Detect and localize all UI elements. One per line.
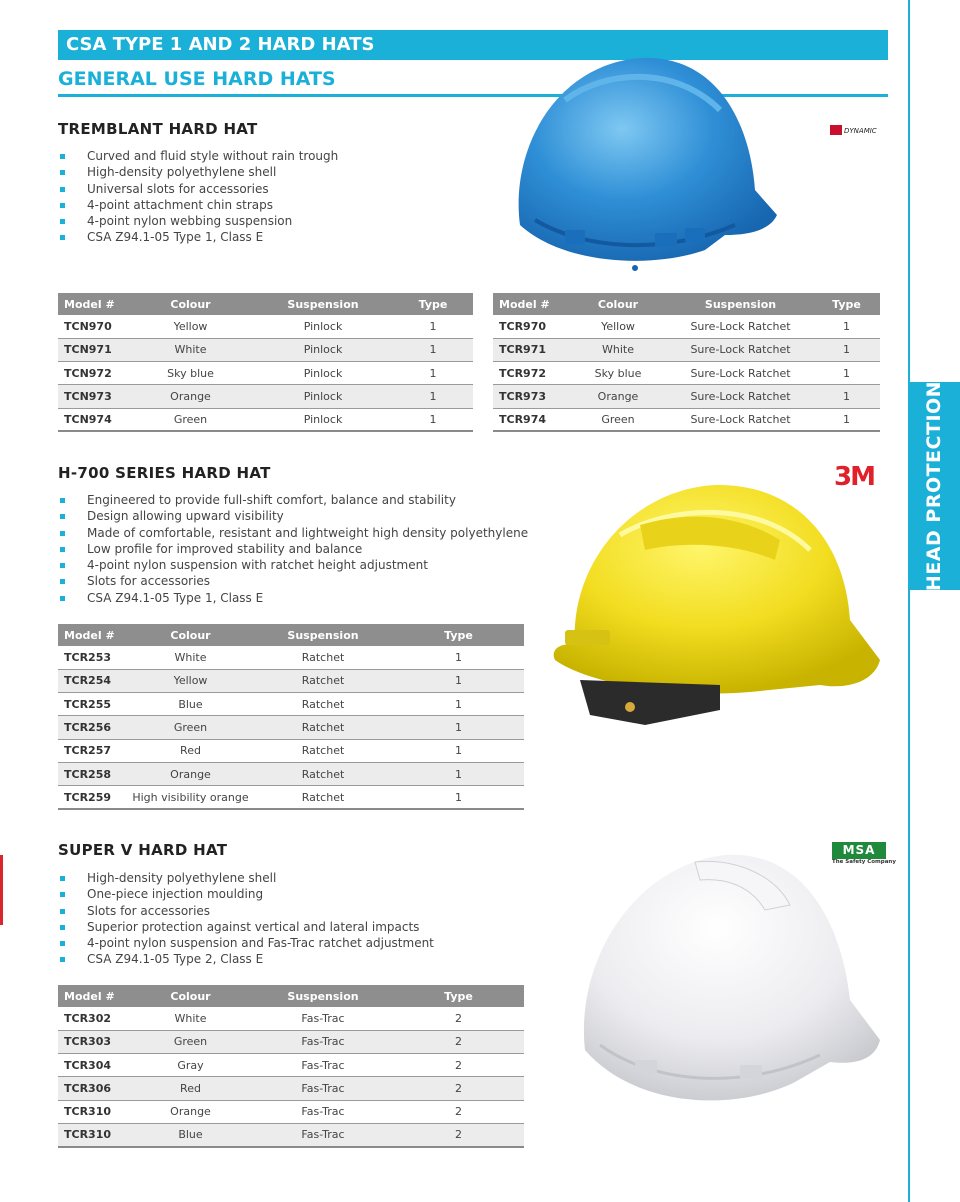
table-row (58, 646, 524, 669)
tremblant-ratchet-table (493, 293, 880, 432)
table-row (58, 762, 524, 785)
cell-suspension: Pinlock (253, 338, 393, 361)
cell-colour: Yellow (128, 669, 253, 692)
cell-colour: High visibility orange (128, 786, 253, 809)
table-row (493, 315, 880, 338)
cell-type: 1 (393, 338, 473, 361)
cell-type: 1 (813, 315, 880, 338)
table-row (58, 1054, 524, 1077)
cell-model: TCN971 (58, 338, 128, 361)
cell-colour: White (128, 1007, 253, 1030)
table-row (58, 1007, 524, 1030)
table-row (58, 786, 524, 809)
cell-model: TCN972 (58, 362, 128, 385)
cell-suspension: Fas-Trac (253, 1007, 393, 1030)
cell-colour: Sky blue (128, 362, 253, 385)
feature-item: CSA Z94.1-05 Type 2, Class E (58, 951, 434, 967)
feature-item: High-density polyethylene shell (58, 870, 434, 886)
3m-logo: 3M (834, 462, 874, 492)
cell-type: 1 (393, 669, 524, 692)
cell-type: 2 (393, 1123, 524, 1146)
table-row (493, 362, 880, 385)
feature-item: Design allowing upward visibility (58, 508, 528, 524)
superv-table (58, 985, 524, 1148)
cell-suspension: Ratchet (253, 786, 393, 809)
table-row (58, 716, 524, 739)
feature-item: Engineered to provide full-shift comfort, balance and stability (58, 492, 528, 508)
table-header-row (58, 293, 473, 315)
cell-model: TCN973 (58, 385, 128, 408)
col-model: Model # (58, 985, 128, 1007)
cell-model: TCR303 (58, 1030, 128, 1053)
cell-type: 1 (813, 385, 880, 408)
tremblant-title: TREMBLANT HARD HAT (58, 120, 258, 138)
cell-model: TCR310 (58, 1100, 128, 1123)
cell-colour: Orange (128, 762, 253, 785)
table-row (58, 315, 473, 338)
cell-model: TCR258 (58, 762, 128, 785)
col-suspension: Suspension (253, 985, 393, 1007)
cell-suspension: Ratchet (253, 716, 393, 739)
superv-feature-list (58, 870, 434, 968)
feature-item: Low profile for improved stability and balance (58, 541, 528, 557)
table-header-row (493, 293, 880, 315)
cell-suspension: Pinlock (253, 408, 393, 431)
cell-model: TCR306 (58, 1077, 128, 1100)
table-row (58, 408, 473, 431)
feature-item: One-piece injection moulding (58, 886, 434, 902)
col-suspension: Suspension (668, 293, 813, 315)
cell-model: TCR970 (493, 315, 568, 338)
cell-type: 1 (393, 762, 524, 785)
edge-marker (0, 855, 3, 925)
cell-type: 1 (393, 693, 524, 716)
cell-model: TCR255 (58, 693, 128, 716)
table-header-row (58, 624, 524, 646)
cell-type: 2 (393, 1030, 524, 1053)
col-type: Type (393, 624, 524, 646)
side-strip (908, 0, 960, 1202)
cell-colour: Yellow (128, 315, 253, 338)
msa-logo-tagline: The Safety Company (832, 859, 896, 865)
msa-logo-mark: MSA (832, 842, 886, 859)
feature-item: Curved and fluid style without rain trough (58, 148, 338, 164)
cell-type: 2 (393, 1054, 524, 1077)
h700-title: H-700 SERIES HARD HAT (58, 464, 271, 482)
col-colour: Colour (568, 293, 668, 315)
table-row (58, 362, 473, 385)
table-row (58, 385, 473, 408)
cell-colour: Orange (568, 385, 668, 408)
cell-model: TCR259 (58, 786, 128, 809)
cell-suspension: Pinlock (253, 385, 393, 408)
col-colour: Colour (128, 293, 253, 315)
table-row (58, 1077, 524, 1100)
cell-suspension: Fas-Trac (253, 1100, 393, 1123)
tremblant-feature-list (58, 148, 338, 246)
cell-suspension: Fas-Trac (253, 1077, 393, 1100)
cell-model: TCN970 (58, 315, 128, 338)
cell-type: 2 (393, 1007, 524, 1030)
col-colour: Colour (128, 624, 253, 646)
table-row (58, 1123, 524, 1146)
cell-type: 1 (813, 362, 880, 385)
col-model: Model # (58, 293, 128, 315)
cell-suspension: Ratchet (253, 646, 393, 669)
side-tab (908, 382, 960, 590)
cell-model: TCN974 (58, 408, 128, 431)
cell-model: TCR310 (58, 1123, 128, 1146)
cell-model: TCR302 (58, 1007, 128, 1030)
feature-item: 4-point nylon suspension and Fas-Trac ratchet adjustment (58, 935, 434, 951)
cell-suspension: Ratchet (253, 669, 393, 692)
cell-type: 2 (393, 1100, 524, 1123)
table-row (493, 338, 880, 361)
col-type: Type (393, 985, 524, 1007)
cell-colour: Orange (128, 1100, 253, 1123)
feature-item: CSA Z94.1-05 Type 1, Class E (58, 590, 528, 606)
cell-type: 1 (393, 362, 473, 385)
cell-type: 2 (393, 1077, 524, 1100)
cell-type: 1 (813, 408, 880, 431)
side-tab-label: HEAD PROTECTION (923, 380, 945, 592)
col-type: Type (813, 293, 880, 315)
col-suspension: Suspension (253, 293, 393, 315)
table-row (58, 1100, 524, 1123)
cell-suspension: Fas-Trac (253, 1030, 393, 1053)
table-row (58, 338, 473, 361)
table-row (493, 385, 880, 408)
cell-suspension: Fas-Trac (253, 1054, 393, 1077)
cell-model: TCR973 (493, 385, 568, 408)
table-row (58, 1030, 524, 1053)
superv-title: SUPER V HARD HAT (58, 841, 228, 859)
cell-model: TCR254 (58, 669, 128, 692)
white-hard-hat-image (575, 850, 885, 1115)
cell-type: 1 (813, 338, 880, 361)
cell-model: TCR971 (493, 338, 568, 361)
cell-colour: Blue (128, 693, 253, 716)
feature-item: 4-point attachment chin straps (58, 197, 338, 213)
cell-type: 1 (393, 739, 524, 762)
table-row (58, 693, 524, 716)
cell-colour: Green (128, 408, 253, 431)
feature-item: Universal slots for accessories (58, 181, 338, 197)
cell-type: 1 (393, 408, 473, 431)
col-suspension: Suspension (253, 624, 393, 646)
cell-suspension: Sure-Lock Ratchet (668, 385, 813, 408)
cell-colour: Blue (128, 1123, 253, 1146)
svg-text:DYNAMIC: DYNAMIC (844, 127, 877, 135)
tremblant-pinlock-table (58, 293, 473, 432)
table-row (493, 408, 880, 431)
table-row (58, 669, 524, 692)
col-model: Model # (493, 293, 568, 315)
col-model: Model # (58, 624, 128, 646)
cell-type: 1 (393, 385, 473, 408)
page-title: CSA TYPE 1 AND 2 HARD HATS (66, 34, 375, 55)
cell-colour: Sky blue (568, 362, 668, 385)
cell-suspension: Pinlock (253, 315, 393, 338)
cell-model: TCR972 (493, 362, 568, 385)
table-row (58, 739, 524, 762)
feature-item: Slots for accessories (58, 573, 528, 589)
blue-hard-hat-image (505, 40, 780, 275)
cell-model: TCR974 (493, 408, 568, 431)
feature-item: CSA Z94.1-05 Type 1, Class E (58, 229, 338, 245)
dynamic-logo (830, 124, 890, 136)
cell-colour: White (568, 338, 668, 361)
cell-suspension: Ratchet (253, 739, 393, 762)
feature-item: Slots for accessories (58, 903, 434, 919)
cell-colour: Orange (128, 385, 253, 408)
cell-suspension: Pinlock (253, 362, 393, 385)
cell-model: TCR253 (58, 646, 128, 669)
cell-colour: Green (568, 408, 668, 431)
cell-colour: Red (128, 1077, 253, 1100)
cell-suspension: Sure-Lock Ratchet (668, 315, 813, 338)
cell-model: TCR256 (58, 716, 128, 739)
feature-item: Superior protection against vertical and lateral impacts (58, 919, 434, 935)
col-colour: Colour (128, 985, 253, 1007)
cell-suspension: Sure-Lock Ratchet (668, 338, 813, 361)
feature-item: High-density polyethylene shell (58, 164, 338, 180)
cell-colour: Green (128, 1030, 253, 1053)
cell-type: 1 (393, 716, 524, 739)
feature-item: 4-point nylon webbing suspension (58, 213, 338, 229)
h700-table (58, 624, 524, 810)
page-subtitle: GENERAL USE HARD HATS (58, 68, 336, 90)
cell-model: TCR304 (58, 1054, 128, 1077)
cell-colour: White (128, 646, 253, 669)
table-header-row (58, 985, 524, 1007)
cell-colour: Red (128, 739, 253, 762)
cell-type: 1 (393, 646, 524, 669)
cell-type: 1 (393, 786, 524, 809)
feature-item: Made of comfortable, resistant and lightweight high density polyethylene (58, 525, 528, 541)
cell-suspension: Sure-Lock Ratchet (668, 408, 813, 431)
cell-suspension: Fas-Trac (253, 1123, 393, 1146)
col-type: Type (393, 293, 473, 315)
cell-type: 1 (393, 315, 473, 338)
yellow-hard-hat-image (550, 480, 885, 735)
cell-colour: Green (128, 716, 253, 739)
cell-colour: Gray (128, 1054, 253, 1077)
cell-suspension: Sure-Lock Ratchet (668, 362, 813, 385)
cell-model: TCR257 (58, 739, 128, 762)
cell-colour: Yellow (568, 315, 668, 338)
cell-suspension: Ratchet (253, 762, 393, 785)
cell-suspension: Ratchet (253, 693, 393, 716)
feature-item: 4-point nylon suspension with ratchet height adjustment (58, 557, 528, 573)
h700-feature-list (58, 492, 528, 606)
cell-colour: White (128, 338, 253, 361)
